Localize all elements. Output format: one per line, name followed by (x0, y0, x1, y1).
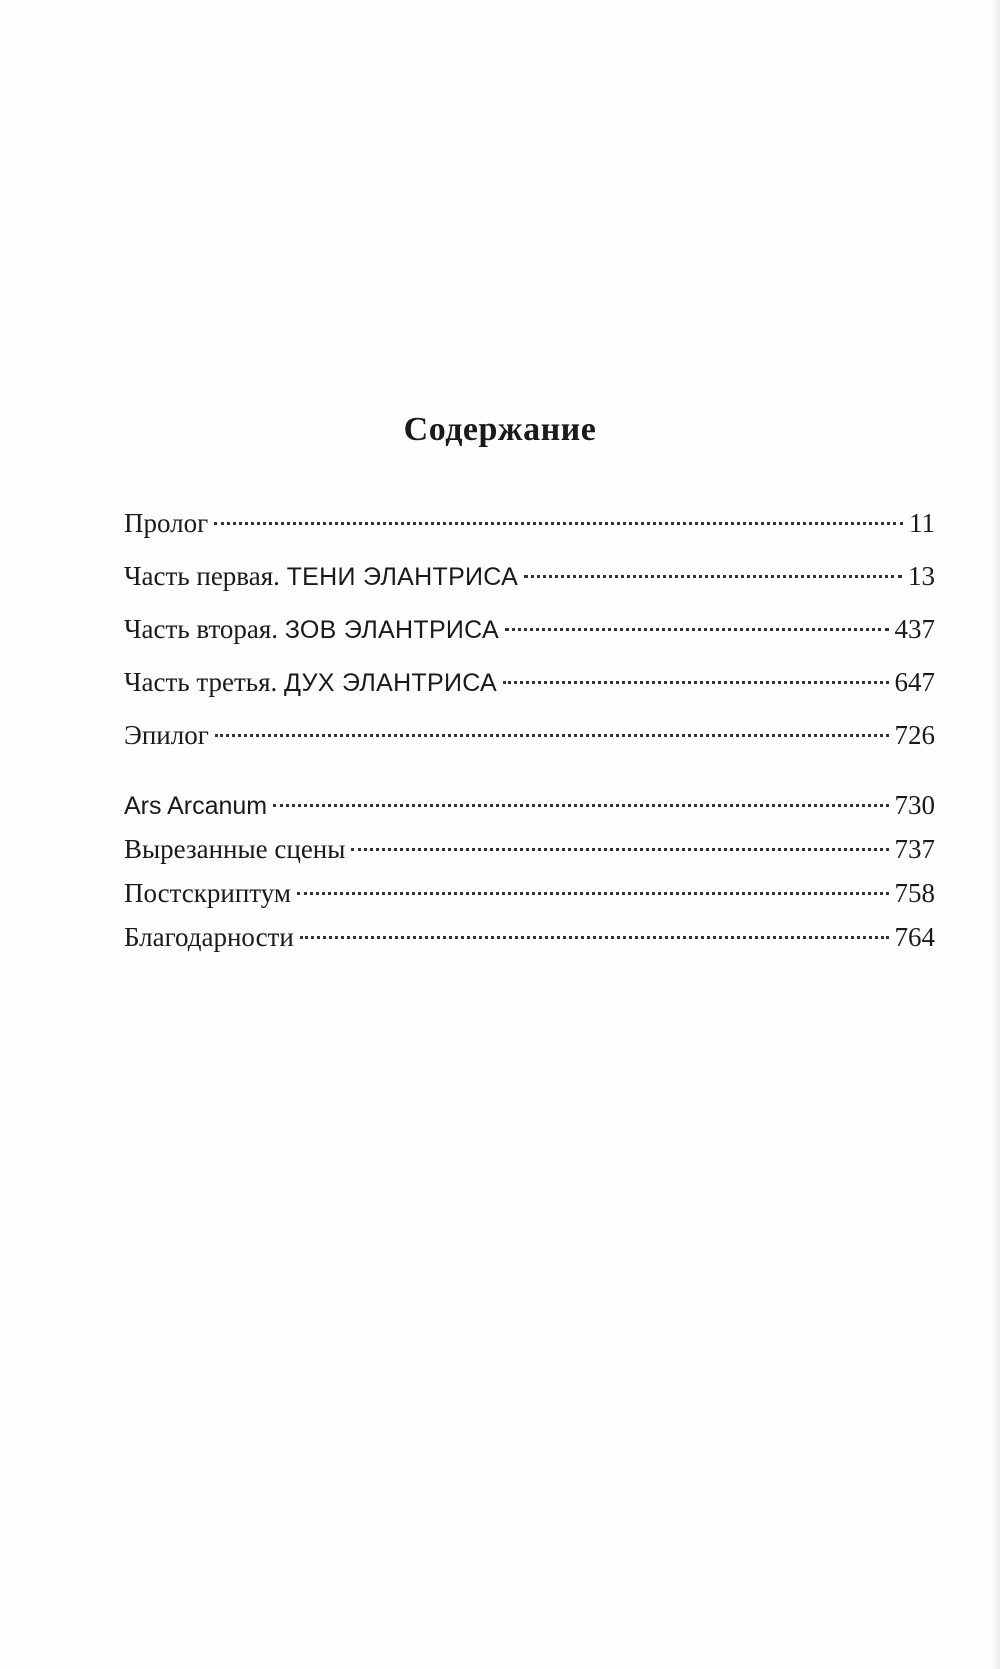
toc-entry-prefix: Пролог (124, 508, 209, 538)
dot-leader (505, 628, 889, 631)
toc-entry-label (124, 664, 497, 701)
dot-leader (214, 522, 903, 525)
toc-entry-prefix: Эпилог (124, 720, 209, 750)
toc-entry (124, 505, 935, 541)
dot-leader (215, 734, 889, 737)
toc-appendix-entry (124, 919, 935, 955)
toc-entry-label (124, 505, 208, 542)
toc-entry-label (124, 717, 209, 754)
toc-entry-page: 11 (909, 508, 935, 538)
toc-entry-label: Вырезанные сцены (124, 834, 346, 864)
toc-entry-label: Благодарности (124, 922, 294, 952)
toc-entry-label (124, 611, 499, 648)
toc-entry-page: 737 (894, 834, 935, 864)
toc-entry-part-title: ДУХ ЭЛАНТРИСА (284, 669, 498, 697)
toc-title: Содержание (403, 411, 597, 448)
toc-entry-page: 13 (908, 561, 935, 591)
toc-entry-label: Постскриптум (124, 878, 291, 908)
table-of-contents (124, 505, 935, 963)
toc-entry-label: Ars Arcanum (124, 792, 268, 820)
toc-entry (124, 717, 935, 753)
toc-entry-page: 764 (894, 922, 935, 952)
dot-leader (524, 575, 902, 578)
toc-entry (124, 558, 935, 594)
toc-appendix-entry (124, 875, 935, 911)
toc-entry-page: 730 (894, 790, 935, 820)
toc-entry (124, 611, 935, 647)
toc-entry-part-title: ЗОВ ЭЛАНТРИСА (284, 616, 499, 644)
toc-entry-label (124, 558, 518, 595)
toc-entry-page: 647 (894, 667, 935, 697)
toc-entry-part-title: ТЕНИ ЭЛАНТРИСА (286, 563, 519, 591)
dot-leader (273, 804, 888, 807)
toc-entry-prefix: Часть вторая. (124, 614, 285, 644)
toc-entry-page: 726 (894, 720, 935, 750)
toc-appendix-entry (124, 787, 935, 823)
dot-leader (351, 848, 888, 851)
toc-appendix-entry (124, 831, 935, 867)
dot-leader (503, 681, 888, 684)
page-edge-shadow (992, 0, 1000, 1669)
dot-leader (300, 936, 889, 939)
toc-entry (124, 664, 935, 700)
toc-entry-page: 758 (894, 878, 935, 908)
toc-entry-prefix: Часть третья. (124, 667, 285, 697)
toc-entry-prefix: Часть первая. (124, 561, 287, 591)
dot-leader (297, 892, 889, 895)
toc-entry-page: 437 (894, 614, 935, 644)
